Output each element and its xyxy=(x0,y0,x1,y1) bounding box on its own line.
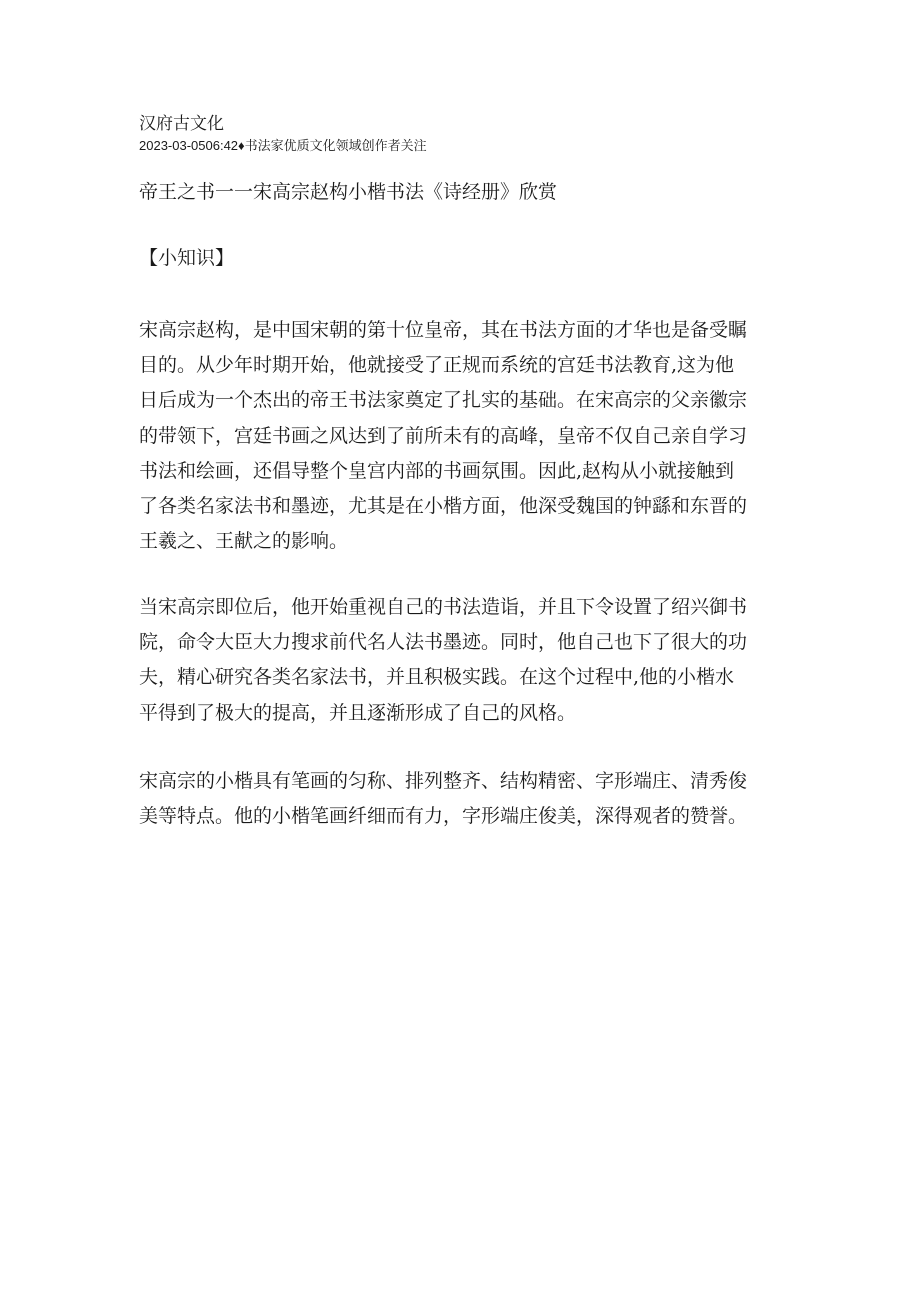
paragraph-line: 了各类名家法书和墨迹，尤其是在小楷方面，他深受魏国的钟繇和东晋的 xyxy=(139,495,748,518)
post-date: 2023-03-0506:42 xyxy=(139,138,239,153)
paragraph-line: 美等特点。他的小楷笔画纤细而有力，字形端庄俊美，深得观者的赞誉。 xyxy=(139,805,748,828)
paragraph-line: 的带领下，宫廷书画之风达到了前所未有的高峰，皇帝不仅自己亲自学习 xyxy=(139,424,748,447)
separator-diamond-icon: ♦ xyxy=(238,138,245,153)
paragraph-line: 目的。从少年时期开始，他就接受了正规而系统的宫廷书法教育,这为他 xyxy=(139,354,735,377)
article-title: 帝王之书一一宋高宗赵构小楷书法《诗经册》欣赏 xyxy=(139,181,558,203)
paragraph-line: 夫，精心研究各类名家法书，并且积极实践。在这个过程中,他的小楷水 xyxy=(139,666,735,689)
paragraph-line: 宋高宗的小楷具有笔画的匀称、排列整齐、结构精密、字形端庄、清秀俊 xyxy=(139,770,748,792)
section-label: 【小知识】 xyxy=(139,247,235,269)
paragraph-3 xyxy=(139,764,789,834)
paragraph-line: 宋高宗赵构，是中国宋朝的第十位皇帝，其在书法方面的才华也是备受瞩 xyxy=(139,319,748,341)
author-name: 汉府古文化 xyxy=(139,114,224,134)
paragraph-line: 日后成为一个杰出的帝王书法家奠定了扎实的基础。在宋高宗的父亲徽宗 xyxy=(139,389,748,412)
paragraph-1 xyxy=(139,313,789,559)
post-meta xyxy=(139,137,427,156)
paragraph-line: 当宋高宗即位后，他开始重视自己的书法造诣，并且下令设置了绍兴御书 xyxy=(139,596,748,618)
paragraph-2 xyxy=(139,590,789,731)
paragraph-line: 王羲之、王献之的影响。 xyxy=(139,530,349,553)
paragraph-line: 书法和绘画，还倡导整个皇宫内部的书画氛围。因此,赵构从小就接触到 xyxy=(139,459,735,482)
paragraph-line: 院，命令大臣大力搜求前代名人法书墨迹。同时，他自己也下了很大的功 xyxy=(139,631,748,654)
author-tags: 书法家优质文化领域创作者关注 xyxy=(244,139,427,154)
paragraph-line: 平得到了极大的提高，并且逐渐形成了自己的风格。 xyxy=(139,701,577,724)
